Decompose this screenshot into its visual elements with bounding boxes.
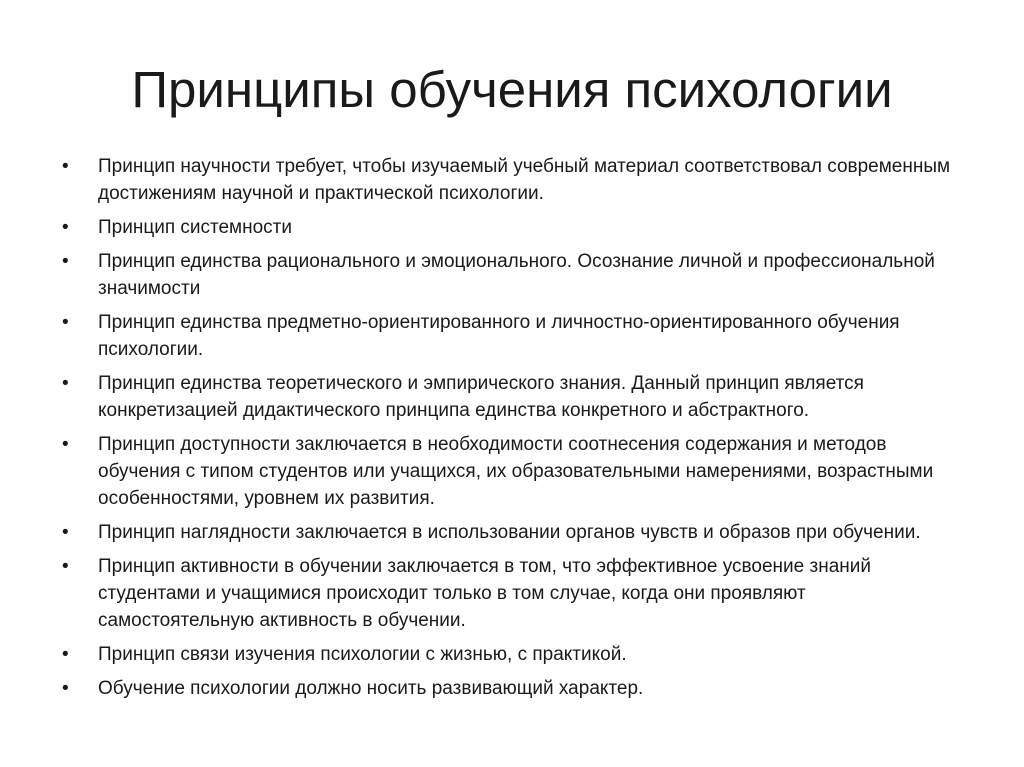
list-item [58,675,958,702]
list-item [58,153,958,207]
bullet-icon: • [62,312,69,333]
bullet-icon: • [62,156,69,177]
bullet-icon: • [62,678,69,699]
list-item-text: Обучение психологии должно носить развивающий характер. [98,678,644,699]
list-item-text: Принцип активности в обучении заключается в том, что эффективное усвоение знаний студентами и учащимися происходит только в том случае, когда они проявляют самостоятельную активность в обучении. [98,556,871,631]
list-item [58,519,958,546]
list-item [58,641,958,668]
bullet-icon: • [62,251,69,272]
list-item-text: Принцип научности требует, чтобы изучаемый учебный материал соответствовал современным достижениям научной и практической психологии. [98,156,951,204]
bullet-icon: • [62,217,69,238]
list-item [58,370,958,424]
list-item-text: Принцип доступности заключается в необходимости соотнесения содержания и методов обучения с типом студентов или учащихся, их образовательными намерениями, возрастными особенностями, уровнем их развития. [98,434,934,509]
list-item [58,309,958,363]
list-item [58,553,958,634]
bullet-icon: • [62,644,69,665]
list-item-text: Принцип связи изучения психологии с жизнью, с практикой. [98,644,627,665]
bullet-icon: • [62,522,69,543]
list-item [58,248,958,302]
list-item-text: Принцип единства предметно-ориентированного и личностно-ориентированного обучения психологии. [98,312,900,360]
list-item-text: Принцип наглядности заключается в использовании органов чувств и образов при обучении. [98,522,921,543]
slide-title: Принципы обучения психологии [131,61,893,118]
list-item-text: Принцип системности [98,217,292,238]
list-item [58,431,958,512]
bullet-icon: • [62,434,69,455]
bullet-list [58,153,958,709]
list-item-text: Принцип единства теоретического и эмпирического знания. Данный принцип является конкретизацией дидактического принципа единства конкретного и абстрактного. [98,373,864,421]
bullet-icon: • [62,373,69,394]
list-item [58,214,958,241]
bullet-icon: • [62,556,69,577]
list-item-text: Принцип единства рационального и эмоционального. Осознание личной и профессиональной значимости [98,251,935,299]
